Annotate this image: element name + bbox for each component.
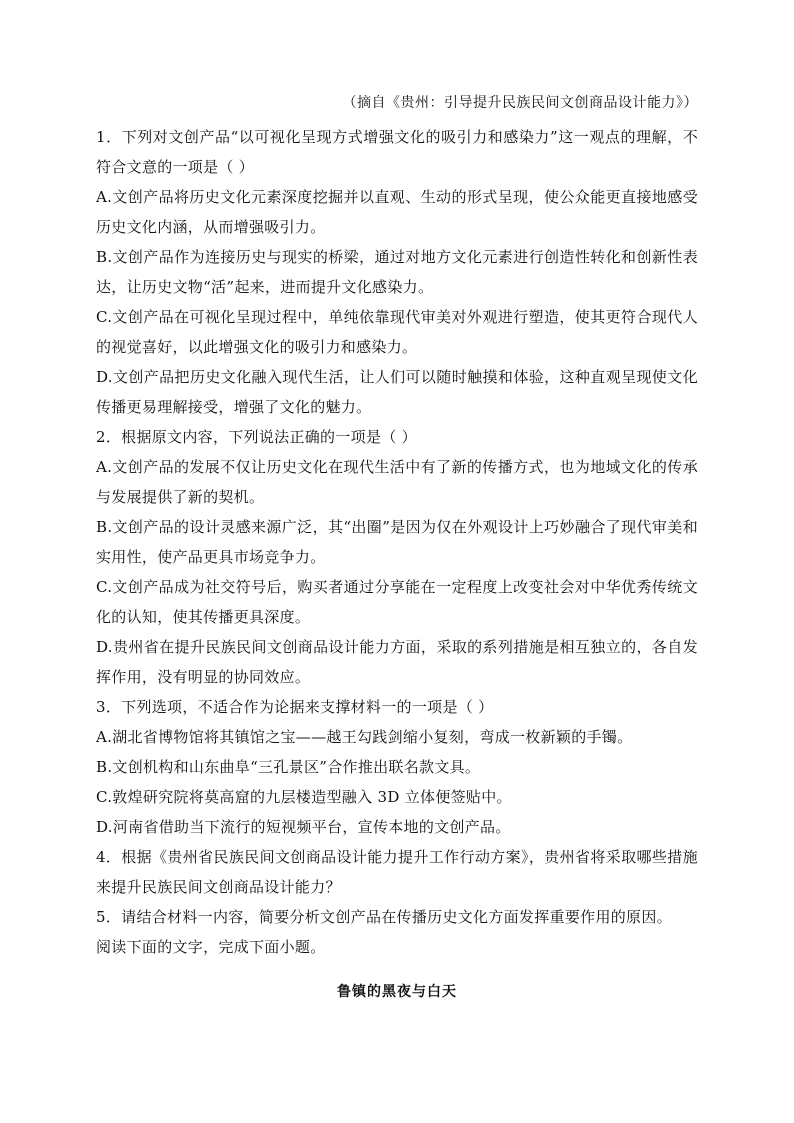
question-3-stem: 3．下列选项，不适合作为论据来支撑材料一的一项是（ ） <box>96 698 494 716</box>
question-1-option-d: D.文创产品把历史文化融入现代生活，让人们可以随时触摸和体验，这种直观呈现使文化传播更易理解接受，增强了文化的魅力。 <box>96 368 698 416</box>
source-note: （摘自《贵州：引导提升民族民间文创商品设计能力》） <box>342 95 698 111</box>
question-2-option-b: B.文创产品的设计灵感来源广泛，其“出圈”是因为仅在外观设计上巧妙融合了现代审美和实用性，使产品更具市场竞争力。 <box>96 518 698 566</box>
question-2-stem: 2．根据原文内容，下列说法正确的一项是（ ） <box>96 428 417 446</box>
question-1-option-a: A.文创产品将历史文化元素深度挖掘并以直观、生动的形式呈现，使公众能更直接地感受历史文化内涵，从而增强吸引力。 <box>96 188 698 236</box>
next-passage-title: 鲁镇的黑夜与白天 <box>337 984 457 1000</box>
question-1-option-b: B.文创产品作为连接历史与现实的桥梁，通过对地方文化元素进行创造性转化和创新性表达，让历史文物“活”起来，进而提升文化感染力。 <box>96 248 698 296</box>
question-3-option-d: D.河南省借助当下流行的短视频平台，宣传本地的文创产品。 <box>96 818 511 836</box>
question-3-option-b: B.文创机构和山东曲阜“三孔景区”合作推出联名款文具。 <box>96 758 481 776</box>
question-5: 5．请结合材料一内容，简要分析文创产品在传播历史文化方面发挥重要作用的原因。 <box>96 908 672 926</box>
question-1-stem: 1．下列对文创产品“以可视化呈现方式增强文化的吸引力和感染力”这一观点的理解，不符合文意的一项是（ ） <box>96 128 698 176</box>
question-2-option-a: A.文创产品的发展不仅让历史文化在现代生活中有了新的传播方式，也为地域文化的传承与发展提供了新的契机。 <box>96 458 698 506</box>
question-2-option-d: D.贵州省在提升民族民间文创商品设计能力方面，采取的系列措施是相互独立的，各自发挥作用，没有明显的协同效应。 <box>96 638 698 686</box>
question-1-option-c: C.文创产品在可视化呈现过程中，单纯依靠现代审美对外观进行塑造，使其更符合现代人的视觉喜好，以此增强文化的吸引力和感染力。 <box>96 308 698 356</box>
reading-instruction: 阅读下面的文字，完成下面小题。 <box>96 938 326 956</box>
question-2-option-c: C.文创产品成为社交符号后，购买者通过分享能在一定程度上改变社会对中华优秀传统文化的认知，使其传播更具深度。 <box>96 578 698 626</box>
question-4: 4．根据《贵州省民族民间文创商品设计能力提升工作行动方案》，贵州省将采取哪些措施来提升民族民间文创商品设计能力？ <box>96 848 698 896</box>
question-3-option-c: C.敦煌研究院将莫高窟的九层楼造型融入 3D 立体便签贴中。 <box>96 788 512 806</box>
question-3-option-a: A.湖北省博物馆将其镇馆之宝——越王勾践剑缩小复刻，弯成一枚新颖的手镯。 <box>96 728 633 746</box>
